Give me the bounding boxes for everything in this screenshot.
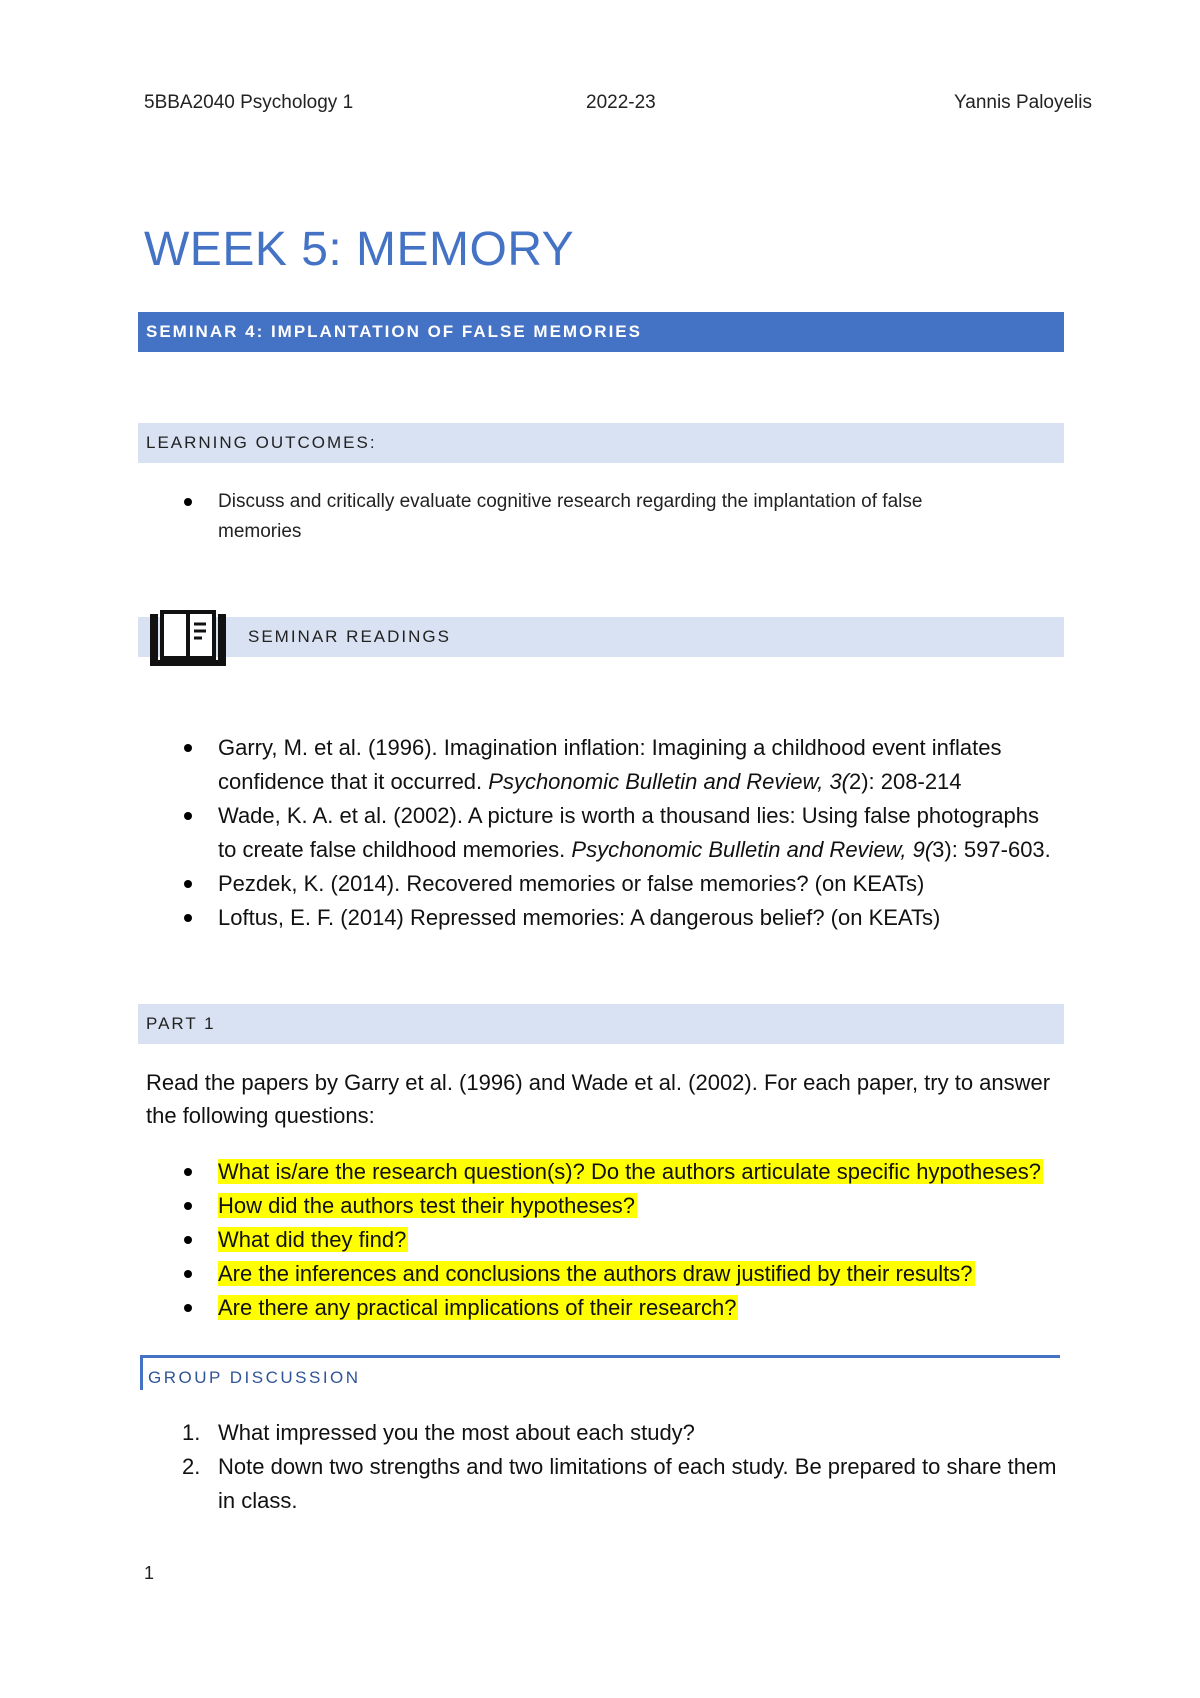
page-header	[144, 92, 1092, 118]
header-author: Yannis Paloyelis	[953, 92, 1092, 113]
learning-outcomes-heading: LEARNING OUTCOMES:	[138, 423, 1064, 463]
question-item: How did the authors test their hypotheses?	[180, 1189, 1060, 1223]
page-number: 1	[144, 1563, 155, 1583]
reading-item: Loftus, E. F. (2014) Repressed memories: A dangerous belief? (on KEATs)	[180, 901, 1060, 935]
question-item: Are there any practical implications of their research?	[180, 1291, 1060, 1325]
header-year: 2022-23	[586, 92, 656, 113]
discussion-item: 2. Note down two strengths and two limitations of each study. Be prepared to share them in class.	[182, 1454, 1057, 1513]
header-course: 5BBA2040 Psychology 1	[144, 92, 354, 113]
group-discussion-list	[180, 1416, 1060, 1518]
reading-item: Garry, M. et al. (1996). Imagination inflation: Imagining a childhood event inflates confidence that it occurred. Psychonomic Bulletin and Review, 3(2): 208-214	[180, 731, 1060, 799]
question-item: What is/are the research question(s)? Do the authors articulate specific hypotheses?	[180, 1155, 1060, 1189]
part1-intro: Read the papers by Garry et al. (1996) and Wade et al. (2002). For each paper, try to answer the following questions:	[146, 1070, 1051, 1128]
questions-list	[180, 1155, 1060, 1325]
readings-list	[180, 731, 1060, 935]
reading-item: Wade, K. A. et al. (2002). A picture is worth a thousand lies: Using false photographs to create false childhood memories. Psychonomic Bulletin and Review, 9(3): 597-603.	[180, 799, 1060, 867]
discussion-item: 1. What impressed you the most about each study?	[182, 1420, 695, 1445]
seminar-readings-heading: SEMINAR READINGS	[138, 617, 1064, 657]
part1-heading: PART 1	[138, 1004, 1064, 1044]
reading-item: Pezdek, K. (2014). Recovered memories or false memories? (on KEATs)	[180, 867, 1060, 901]
group-discussion-heading: GROUP DISCUSSION	[140, 1355, 1060, 1390]
page-title: WEEK 5: MEMORY	[144, 223, 575, 276]
list-item: Discuss and critically evaluate cognitive research regarding the implantation of false memories	[180, 487, 980, 547]
question-item: Are the inferences and conclusions the authors draw justified by their results?	[180, 1257, 1060, 1291]
seminar-heading: SEMINAR 4: IMPLANTATION OF FALSE MEMORIES	[138, 312, 1064, 352]
question-item: What did they find?	[180, 1223, 1060, 1257]
learning-outcomes-list	[180, 487, 980, 547]
book-icon	[146, 610, 230, 672]
